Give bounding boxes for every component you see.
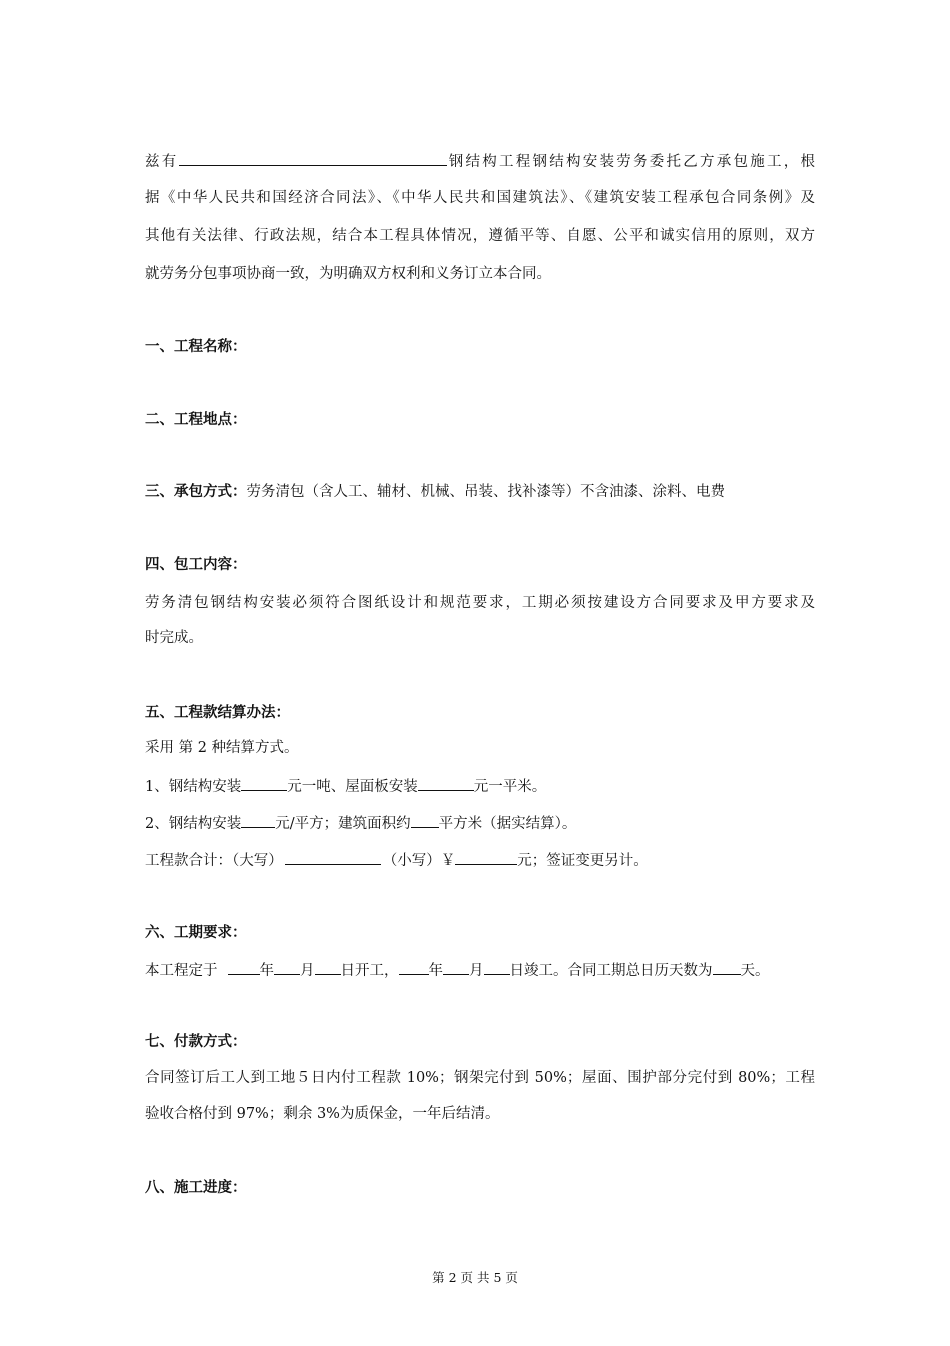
roof-price-blank[interactable] [418,775,474,791]
end-label: 日竣工。合同工期总日历天数为 [509,963,713,979]
intro-suffix: 钢结构工程钢结构安装劳务委托乙方承包施工，根 [446,154,815,170]
settlement-option-1 [145,775,815,797]
total-days-blank[interactable] [713,959,741,975]
end-day-blank[interactable] [484,959,510,975]
payment-line-2: 验收合格付到 97%；剩余 3%为质保金，一年后结清。 [145,1106,500,1122]
total-label-lowercase: （小写）￥ [382,853,456,869]
month-label: 月 [469,963,484,979]
project-name-blank[interactable] [179,150,447,166]
section-7-heading: 七、付款方式： [145,1033,247,1050]
total-uppercase-blank[interactable] [285,849,381,865]
intro-line-4: 就劳务分包事项协商一致，为明确双方权利和义务订立本合同。 [145,266,551,282]
schedule-prefix: 本工程定于 [145,963,218,979]
start-year-blank[interactable] [228,959,260,975]
schedule-line [145,959,815,981]
option-2-end: 平方米（据实结算）。 [438,816,577,832]
section-3-text: 劳务清包（含人工、辅材、机械、吊装、找补漆等）不含油漆、涂料、电费 [246,484,725,500]
price-per-sqm-blank[interactable] [241,812,275,828]
section-3-line [145,482,815,502]
area-blank[interactable] [411,812,439,828]
start-day-blank[interactable] [315,959,341,975]
option-1-label: 1、钢结构安装 [145,779,242,795]
option-1-mid: 元一吨、屋面板安装 [287,779,418,795]
month-label: 月 [300,963,315,979]
section-4-line-1: 劳务清包钢结构安装必须符合图纸设计和规范要求，工期必须按建设方合同要求及甲方要求及 [145,595,815,611]
section-1-heading: 一、工程名称： [145,338,247,355]
end-month-blank[interactable] [443,959,469,975]
total-end: 元；签证变更另计。 [517,853,648,869]
days-label: 天。 [740,963,770,979]
year-label: 年 [259,963,274,979]
section-8-heading: 八、施工进度： [145,1179,247,1196]
total-label-uppercase: 工程款合计：（大写） [145,853,283,869]
start-month-blank[interactable] [274,959,300,975]
year-label: 年 [428,963,443,979]
settlement-option-2 [145,812,815,834]
intro-prefix: 兹有 [145,154,179,170]
start-label: 日开工， [340,963,399,979]
section-5-heading: 五、工程款结算办法： [145,704,290,721]
option-2-mid: 元/平方；建筑面积约 [275,816,411,832]
total-amount-line [145,849,815,871]
page-number-footer: 第 2 页 共 5 页 [432,1270,518,1285]
section-4-line-2: 时完成。 [145,630,203,646]
intro-line-3: 其他有关法律、行政法规，结合本工程具体情况，遵循平等、自愿、公平和诚实信用的原则，双方 [145,228,815,244]
option-2-label: 2、钢结构安装 [145,816,242,832]
intro-line-1 [145,150,815,172]
price-per-ton-blank[interactable] [241,775,287,791]
section-6-heading: 六、工期要求： [145,924,247,941]
section-4-heading: 四、包工内容： [145,556,247,573]
section-2-heading: 二、工程地点： [145,411,247,428]
settlement-method: 采用 第 2 种结算方式。 [145,740,299,756]
payment-line-1: 合同签订后工人到工地５日内付工程款 10%；钢架完付到 50%；屋面、围护部分完付到 80%；工程 [145,1070,815,1086]
end-year-blank[interactable] [399,959,429,975]
intro-line-2: 据《中华人民共和国经济合同法》、《中华人民共和国建筑法》、《建筑安装工程承包合同条例》及 [145,190,815,206]
option-1-end: 元一平米。 [473,779,547,795]
section-3-heading: 三、承包方式： [145,483,247,500]
total-lowercase-blank[interactable] [455,849,517,865]
